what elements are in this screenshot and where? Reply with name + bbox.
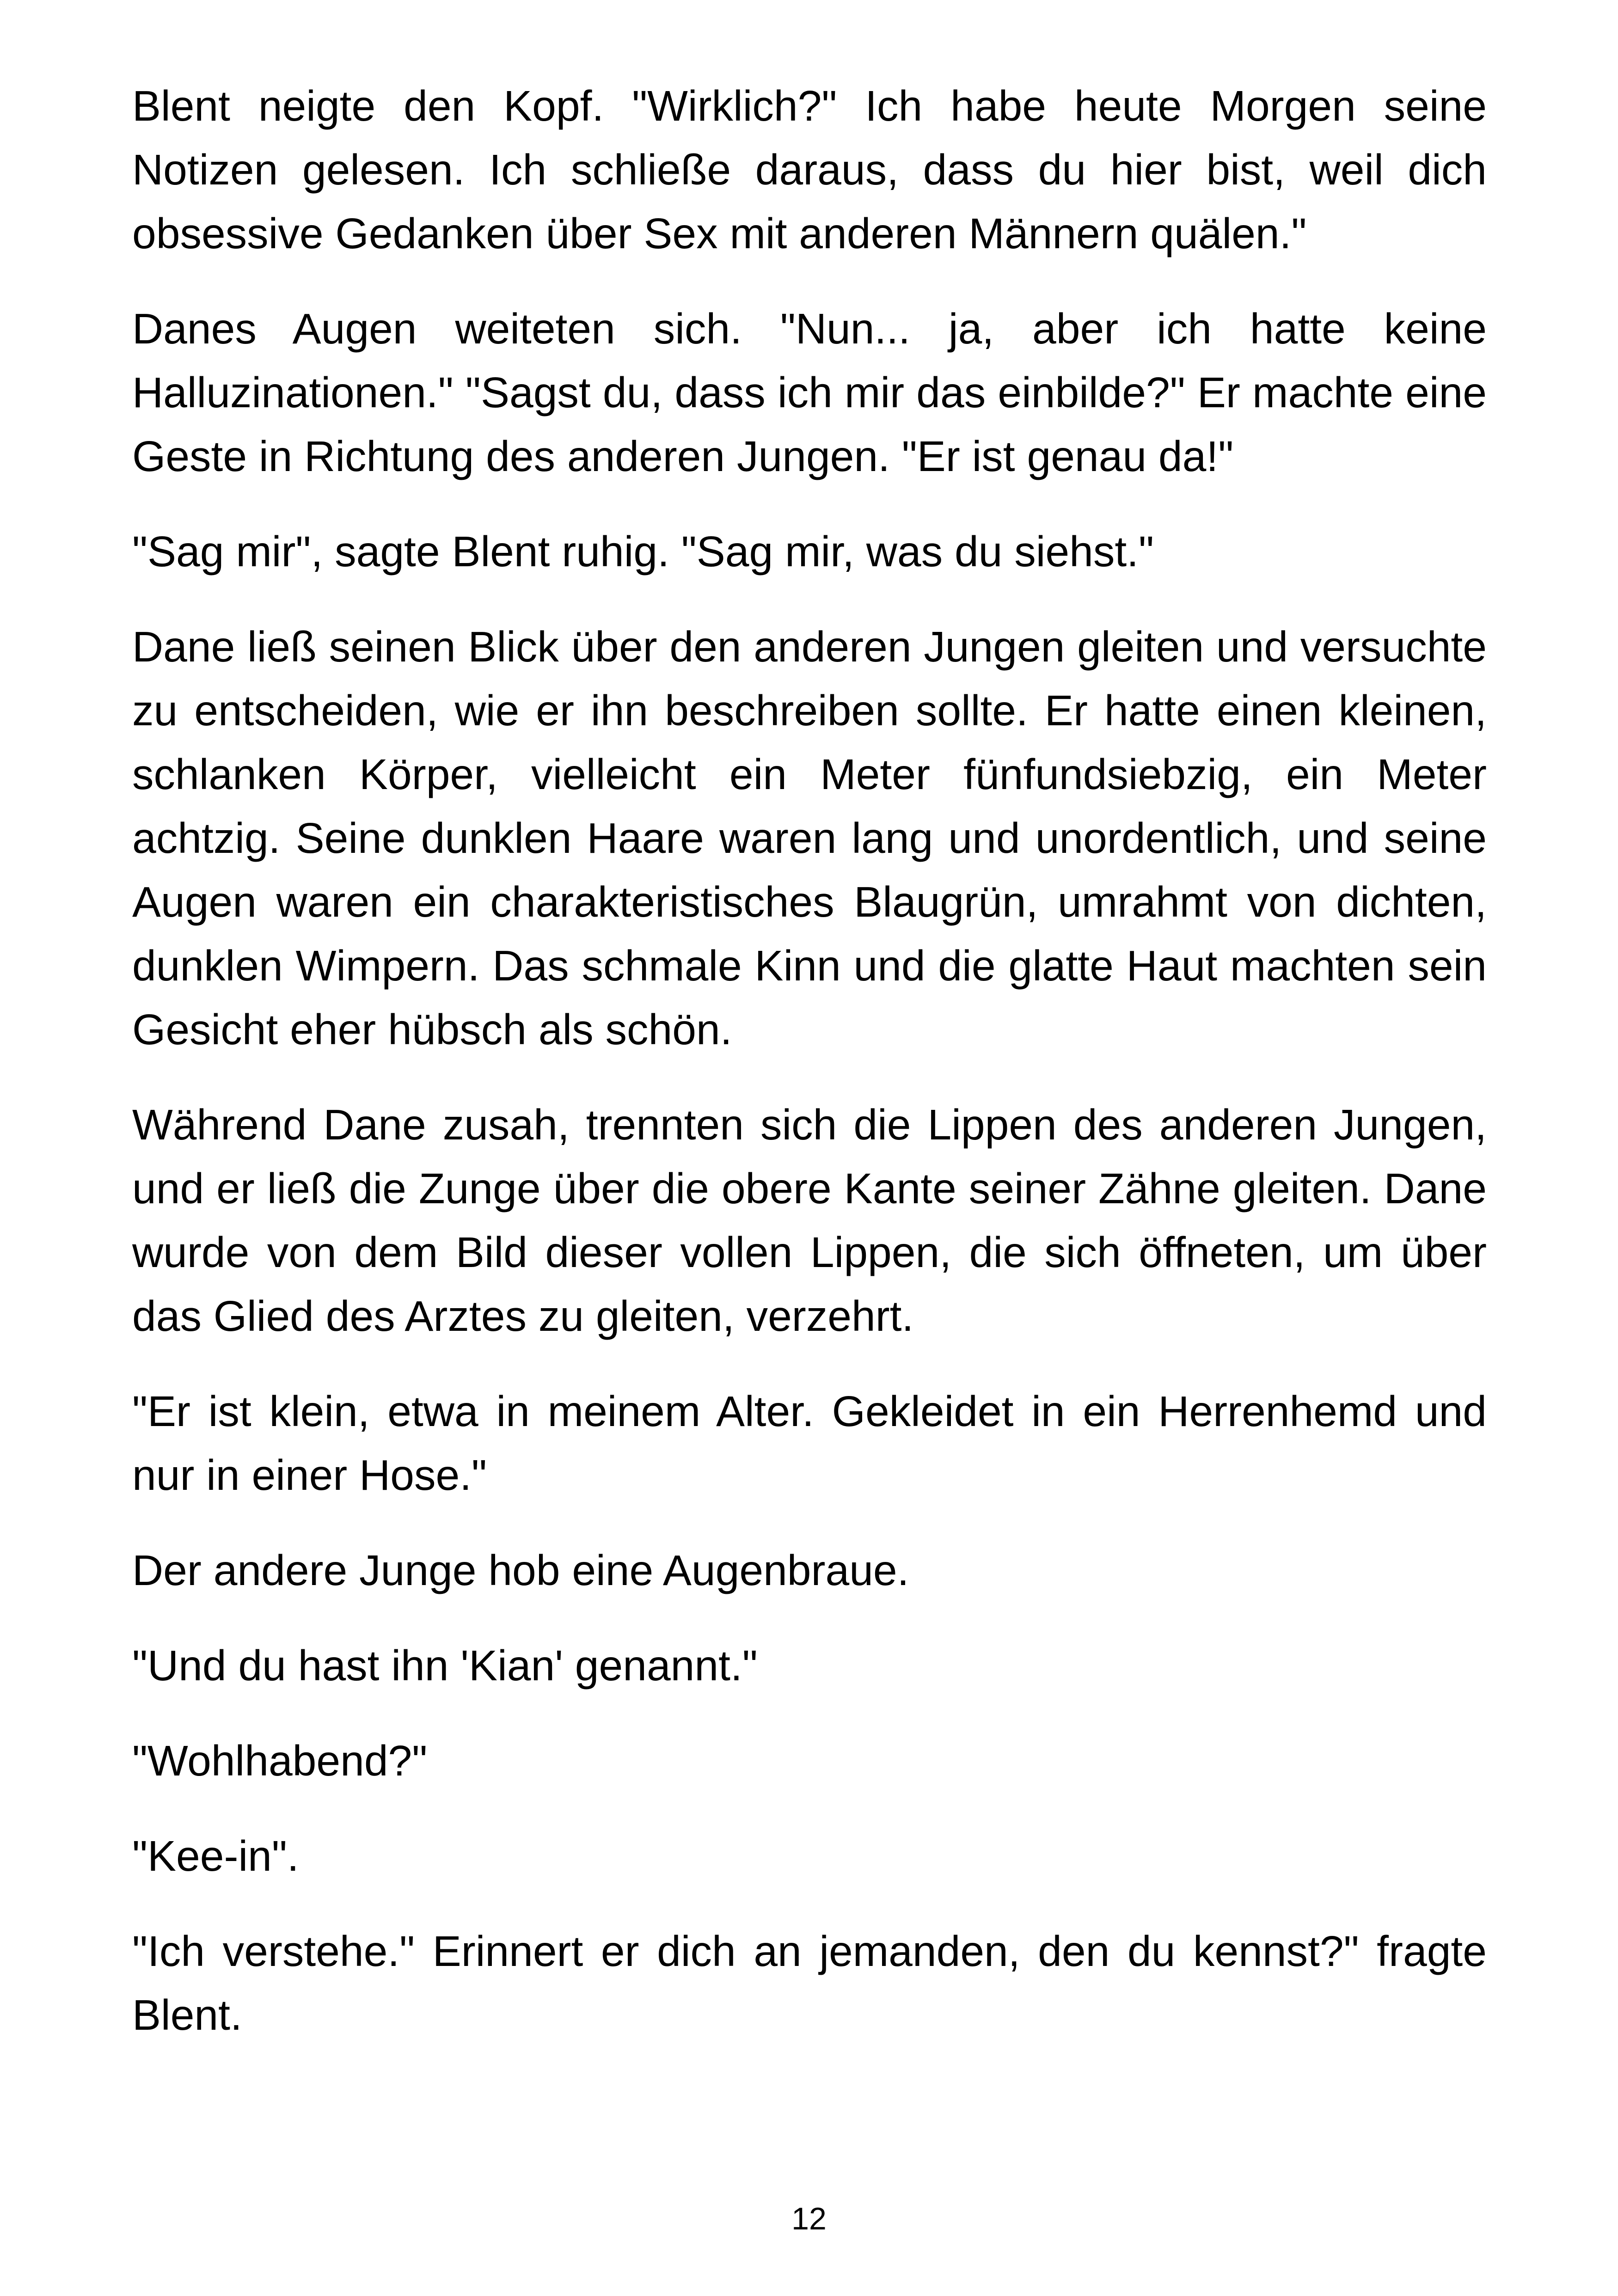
body-text	[132, 74, 1487, 2078]
paragraph-11: "Ich verstehe." Erinnert er dich an jemanden, den du kennst?" fragte Blent.	[132, 1927, 1487, 2039]
paragraph-2: Danes Augen weiteten sich. "Nun... ja, aber ich hatte keine Halluzinationen." "Sagst du, dass ich mir das einbilde?" Er machte eine Geste in Richtung des anderen Jungen. "Er ist genau da!"	[132, 305, 1487, 480]
paragraph-7: Der andere Junge hob eine Augenbraue.	[132, 1546, 909, 1594]
paragraph-8: "Und du hast ihn 'Kian' genannt."	[132, 1641, 758, 1690]
paragraph-10: "Kee-in".	[132, 1832, 299, 1880]
paragraph-6: "Er ist klein, etwa in meinem Alter. Gekleidet in ein Herrenhemd und nur in einer Hose."	[132, 1387, 1487, 1499]
paragraph-3: "Sag mir", sagte Blent ruhig. "Sag mir, was du siehst."	[132, 527, 1154, 576]
paragraph-5: Während Dane zusah, trennten sich die Lippen des anderen Jungen, und er ließ die Zunge über die obere Kante seiner Zähne gleiten. Dane wurde von dem Bild dieser vollen Lippen, die sich öffneten, um über das Glied des Arztes zu gleiten, verzehrt.	[132, 1101, 1487, 1340]
paragraph-9: "Wohlhabend?"	[132, 1737, 428, 1785]
page-number: 12	[791, 2201, 827, 2236]
paragraph-1: Blent neigte den Kopf. "Wirklich?" Ich habe heute Morgen seine Notizen gelesen. Ich schließe daraus, dass du hier bist, weil dich obsessive Gedanken über Sex mit anderen Männern quälen."	[132, 82, 1487, 257]
paragraph-4: Dane ließ seinen Blick über den anderen Jungen gleiten und versuchte zu entscheiden, wie er ihn beschreiben sollte. Er hatte einen kleinen, schlanken Körper, vielleicht ein Meter fünfundsiebzig, ein Meter achtzig. Seine dunklen Haare waren lang und unordentlich, und seine Augen waren ein charakteristisches Blaugrün, umrahmt von dichten, dunklen Wimpern. Das schmale Kinn und die glatte Haut machten sein Gesicht eher hübsch als schön.	[132, 623, 1487, 1053]
